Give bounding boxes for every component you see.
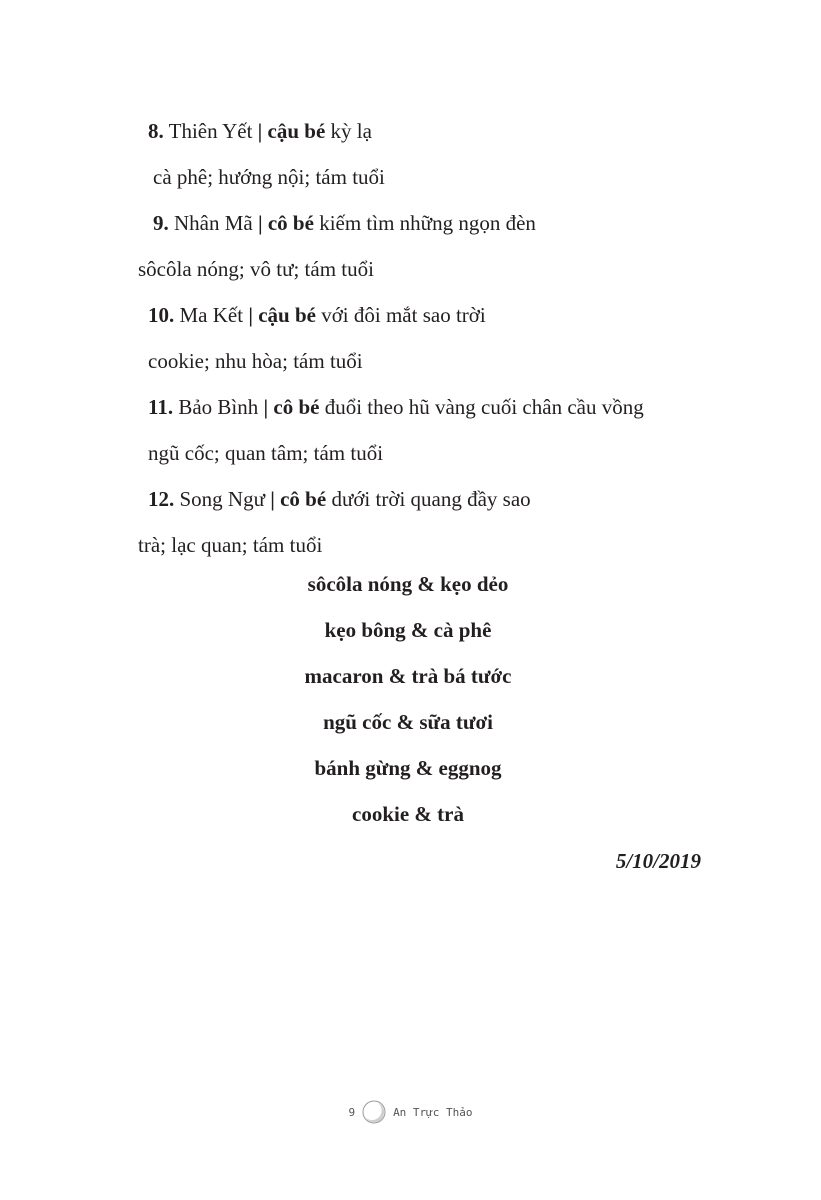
- entry-name: Nhân Mã: [174, 211, 253, 235]
- entry-heading: [0, 292, 821, 338]
- date-stamp: 5/10/2019: [615, 849, 701, 873]
- entry-traits-text: ngũ cốc; quan tâm; tám tuổi: [148, 441, 384, 465]
- page-footer: [0, 1098, 821, 1126]
- entry-traits: [0, 154, 821, 200]
- entry-name: Thiên Yết: [168, 119, 253, 143]
- entry-number: 11.: [148, 395, 174, 419]
- entry-traits: [0, 338, 821, 384]
- entry-description: kỳ lạ: [330, 119, 372, 143]
- entry-role: cô bé: [273, 395, 320, 419]
- pairing-line: kẹo bông & cà phê: [324, 618, 492, 642]
- entry-traits-text: sôcôla nóng; vô tư; tám tuổi: [138, 257, 374, 281]
- entry-separator: |: [270, 487, 275, 511]
- pairing-line: cookie & trà: [352, 802, 464, 826]
- entry-number: 12.: [148, 487, 175, 511]
- entry-description: dưới trời quang đầy sao: [331, 487, 531, 511]
- entry-separator: |: [257, 119, 263, 143]
- entry-traits-text: cookie; nhu hòa; tám tuổi: [148, 349, 363, 373]
- entry-role: cậu bé: [267, 119, 326, 143]
- entry-separator: |: [263, 395, 269, 419]
- author-name: An Trực Thảo: [393, 1105, 473, 1119]
- entry-heading: [0, 384, 821, 430]
- entry-name: Ma Kết: [179, 303, 244, 327]
- pairings-list: [0, 561, 821, 837]
- entry-separator: |: [248, 303, 253, 327]
- entry-traits-text: cà phê; hướng nội; tám tuổi: [153, 165, 385, 189]
- entry-heading: [0, 200, 821, 246]
- entry-heading: [0, 476, 821, 522]
- entry-traits: [0, 246, 821, 292]
- entry-number: 8.: [148, 119, 164, 143]
- entry-number: 10.: [148, 303, 175, 327]
- pairing-line: macaron & trà bá tước: [304, 664, 512, 688]
- pairing-line: sôcôla nóng & kẹo dẻo: [307, 572, 509, 596]
- pairing-line: ngũ cốc & sữa tươi: [323, 710, 493, 734]
- entry-description: đuổi theo hũ vàng cuối chân cầu vồng: [324, 395, 644, 419]
- entry-heading: [0, 108, 821, 154]
- entry-traits-text: trà; lạc quan; tám tuổi: [138, 533, 323, 557]
- page-number: 9: [348, 1105, 356, 1119]
- pairing-line: bánh gừng & eggnog: [314, 756, 502, 780]
- moon-icon: [361, 1099, 387, 1125]
- entry-role: cậu bé: [258, 303, 316, 327]
- entry-separator: |: [257, 211, 263, 235]
- entry-description: với đôi mắt sao trời: [321, 303, 486, 327]
- entry-description: kiếm tìm những ngọn đèn: [319, 211, 536, 235]
- character-list: [0, 108, 821, 568]
- entry-role: cô bé: [280, 487, 327, 511]
- entry-traits: [0, 430, 821, 476]
- entry-number: 9.: [153, 211, 169, 235]
- entry-name: Bảo Bình: [178, 395, 259, 419]
- entry-name: Song Ngư: [179, 487, 265, 511]
- entry-role: cô bé: [267, 211, 314, 235]
